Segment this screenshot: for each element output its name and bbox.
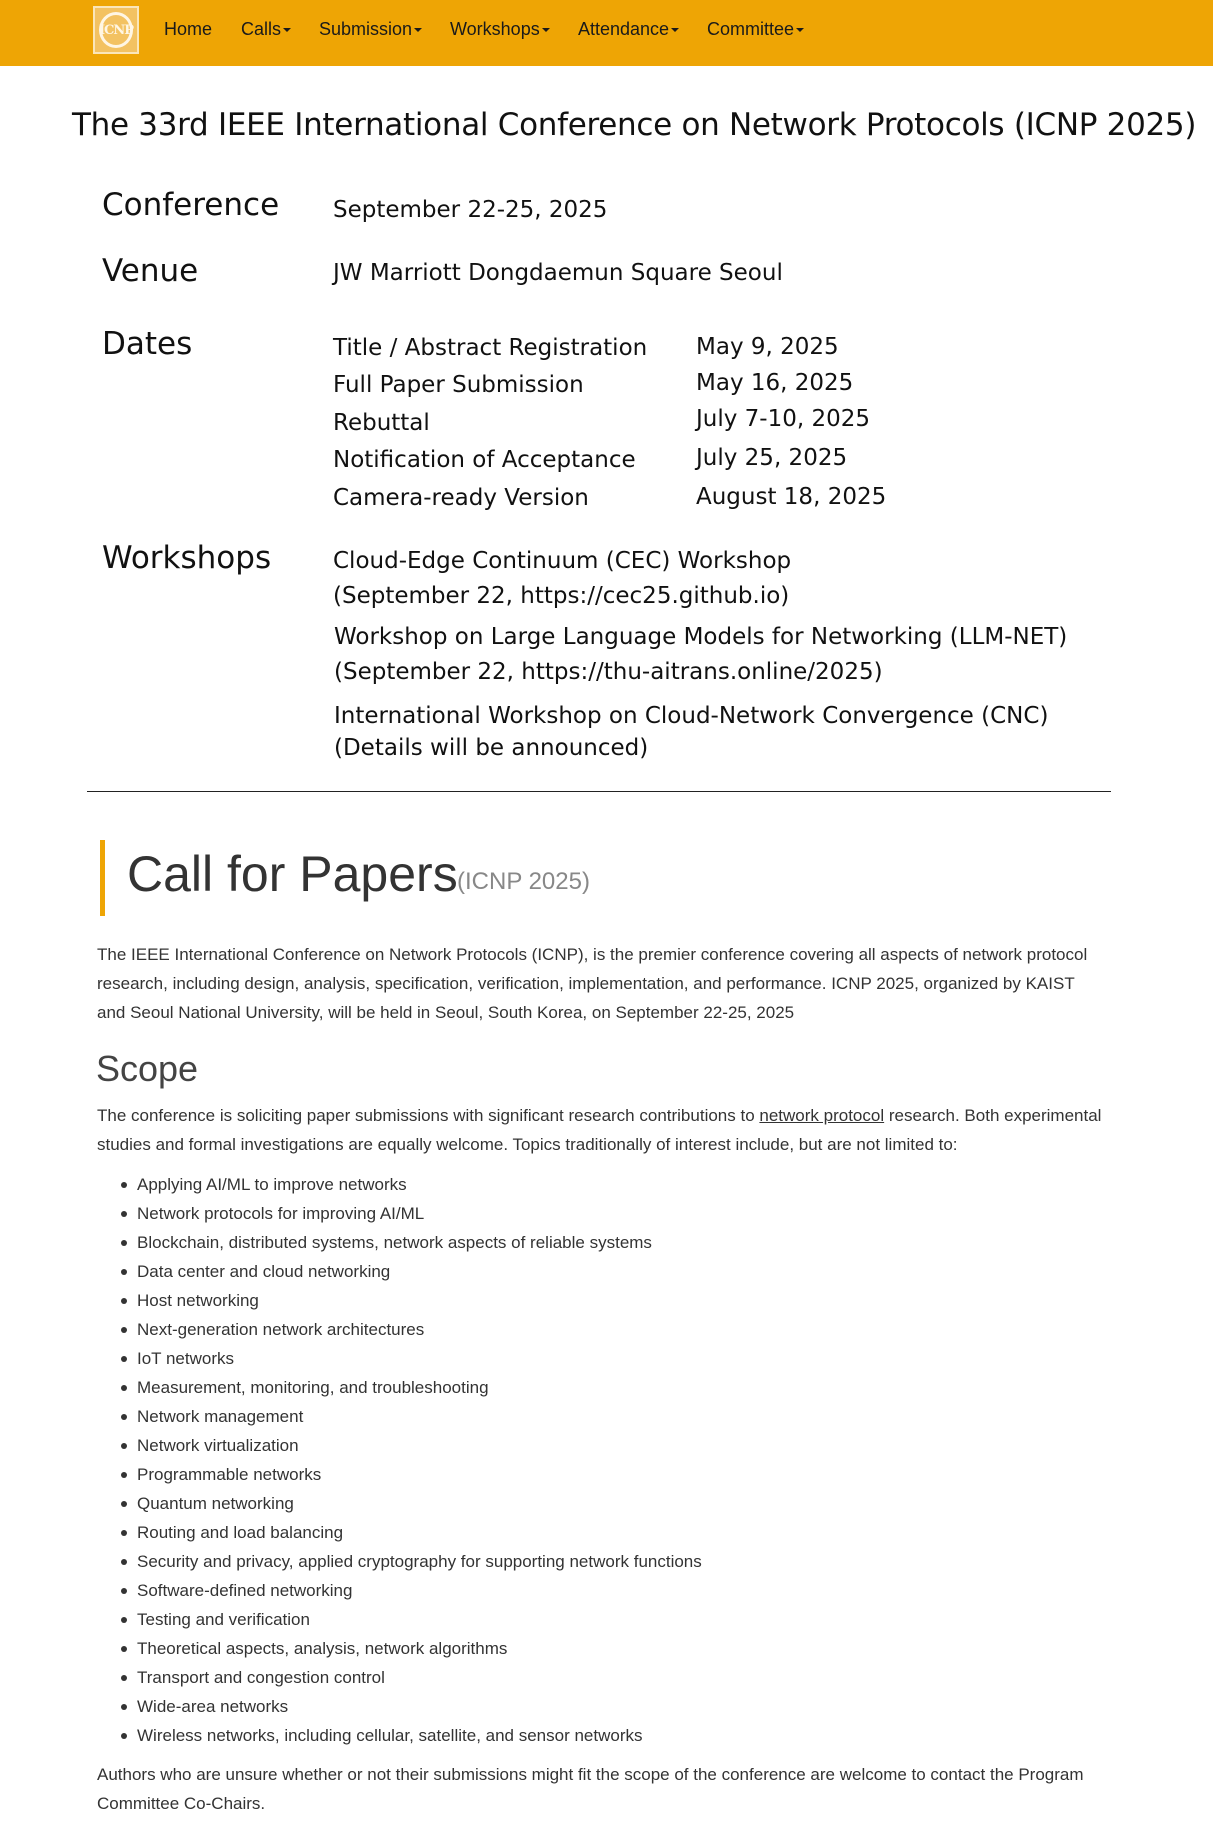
workshops-label: Workshops xyxy=(102,540,272,576)
workshop-name: Workshop on Large Language Models for Networking (LLM-NET) xyxy=(334,624,1068,650)
date-row-label: Full Paper Submission xyxy=(333,372,584,398)
topic-item: Testing and verification xyxy=(137,1605,702,1634)
topic-item: Network virtualization xyxy=(137,1431,702,1460)
nav-committee[interactable]: Committee xyxy=(707,19,804,40)
topic-item: Host networking xyxy=(137,1286,702,1315)
network-protocol-link[interactable]: network protocol xyxy=(759,1106,885,1125)
topic-item: Next-generation network architectures xyxy=(137,1315,702,1344)
date-row-label: Title / Abstract Registration xyxy=(333,335,648,361)
workshop-item xyxy=(334,620,1067,690)
workshop-name: International Workshop on Cloud-Network Convergence (CNC) xyxy=(334,703,1049,729)
topic-item: Network protocols for improving AI/ML xyxy=(137,1199,702,1228)
topic-item: Quantum networking xyxy=(137,1489,702,1518)
caret-down-icon xyxy=(283,28,291,32)
nav-submission[interactable]: Submission xyxy=(319,19,422,40)
logo-ring-icon xyxy=(99,12,133,48)
date-row-label: Notification of Acceptance xyxy=(333,447,636,473)
topic-item: Applying AI/ML to improve networks xyxy=(137,1170,702,1199)
cfp-accent-bar xyxy=(100,840,105,916)
nav-home[interactable]: Home xyxy=(164,19,213,39)
date-row-label: Rebuttal xyxy=(333,410,430,436)
nav-calls[interactable]: Calls xyxy=(241,19,291,40)
topic-item: Security and privacy, applied cryptography for supporting network functions xyxy=(137,1547,702,1576)
cfp-intro: The IEEE International Conference on Network Protocols (ICNP), is the premier conference covering all aspects of network protocol research, including design, analysis, specification, verification, implementation, and performance. ICNP 2025, organized by KAIST and Seoul National University, will be held in Seoul, South Korea, on September 22-25, 2025 xyxy=(97,945,1088,1022)
closing-text: Authors who are unsure whether or not their submissions might fit the scope of the conference are welcome to contact the Program Committee Co-Chairs. xyxy=(97,1765,1084,1813)
top-navbar xyxy=(0,0,1213,66)
caret-down-icon xyxy=(414,28,422,32)
workshop-item xyxy=(333,544,791,614)
logo-text: ICNP xyxy=(98,22,134,38)
topic-item: Network management xyxy=(137,1402,702,1431)
topic-item: Software-defined networking xyxy=(137,1576,702,1605)
topic-item: Data center and cloud networking xyxy=(137,1257,702,1286)
date-row-value: May 9, 2025 xyxy=(696,334,839,360)
dates-label: Dates xyxy=(102,326,193,362)
topic-item: Wireless networks, including cellular, satellite, and sensor networks xyxy=(137,1721,702,1750)
cfp-title: Call for Papers xyxy=(127,846,458,902)
cfp-subtitle: (ICNP 2025) xyxy=(457,868,590,895)
caret-down-icon xyxy=(542,28,550,32)
section-divider xyxy=(87,791,1111,792)
date-row-value: July 7-10, 2025 xyxy=(696,406,871,432)
conference-dates: September 22-25, 2025 xyxy=(333,197,608,223)
topic-item: Programmable networks xyxy=(137,1460,702,1489)
icnp-logo[interactable] xyxy=(93,6,139,54)
date-row-value: May 16, 2025 xyxy=(696,370,854,396)
topic-item: Transport and congestion control xyxy=(137,1663,702,1692)
caret-down-icon xyxy=(671,28,679,32)
date-row-value: August 18, 2025 xyxy=(696,484,887,510)
topic-item: Routing and load balancing xyxy=(137,1518,702,1547)
topic-item: Blockchain, distributed systems, network aspects of reliable systems xyxy=(137,1228,702,1257)
topic-item: Measurement, monitoring, and troubleshooting xyxy=(137,1373,702,1402)
conference-title: The 33rd IEEE International Conference on Network Protocols (ICNP 2025) xyxy=(72,107,1197,143)
venue-value: JW Marriott Dongdaemun Square Seoul xyxy=(333,260,783,286)
date-row-value: July 25, 2025 xyxy=(696,445,848,471)
topics-list xyxy=(137,1170,702,1750)
conference-label: Conference xyxy=(102,187,280,223)
date-row-label: Camera-ready Version xyxy=(333,485,589,511)
scope-heading: Scope xyxy=(96,1048,199,1089)
caret-down-icon xyxy=(796,28,804,32)
workshop-detail[interactable]: (September 22, https://thu-aitrans.online/2025) xyxy=(334,659,883,685)
nav-attendance[interactable]: Attendance xyxy=(578,19,679,40)
workshop-detail: (Details will be announced) xyxy=(334,735,649,761)
workshop-name: Cloud-Edge Continuum (CEC) Workshop xyxy=(333,548,792,574)
topic-item: Theoretical aspects, analysis, network algorithms xyxy=(137,1634,702,1663)
topic-item: Wide-area networks xyxy=(137,1692,702,1721)
venue-label: Venue xyxy=(102,253,199,289)
topic-item: IoT networks xyxy=(137,1344,702,1373)
workshop-item xyxy=(334,700,1048,764)
workshop-detail[interactable]: (September 22, https://cec25.github.io) xyxy=(333,583,790,609)
nav-workshops[interactable]: Workshops xyxy=(450,19,550,40)
scope-text: The conference is soliciting paper submissions with significant research contributions to network protocol research. Both experimental studies and formal investigations are equally welcome. Topics traditionally of interest include, but are not limited to: xyxy=(97,1106,1102,1154)
